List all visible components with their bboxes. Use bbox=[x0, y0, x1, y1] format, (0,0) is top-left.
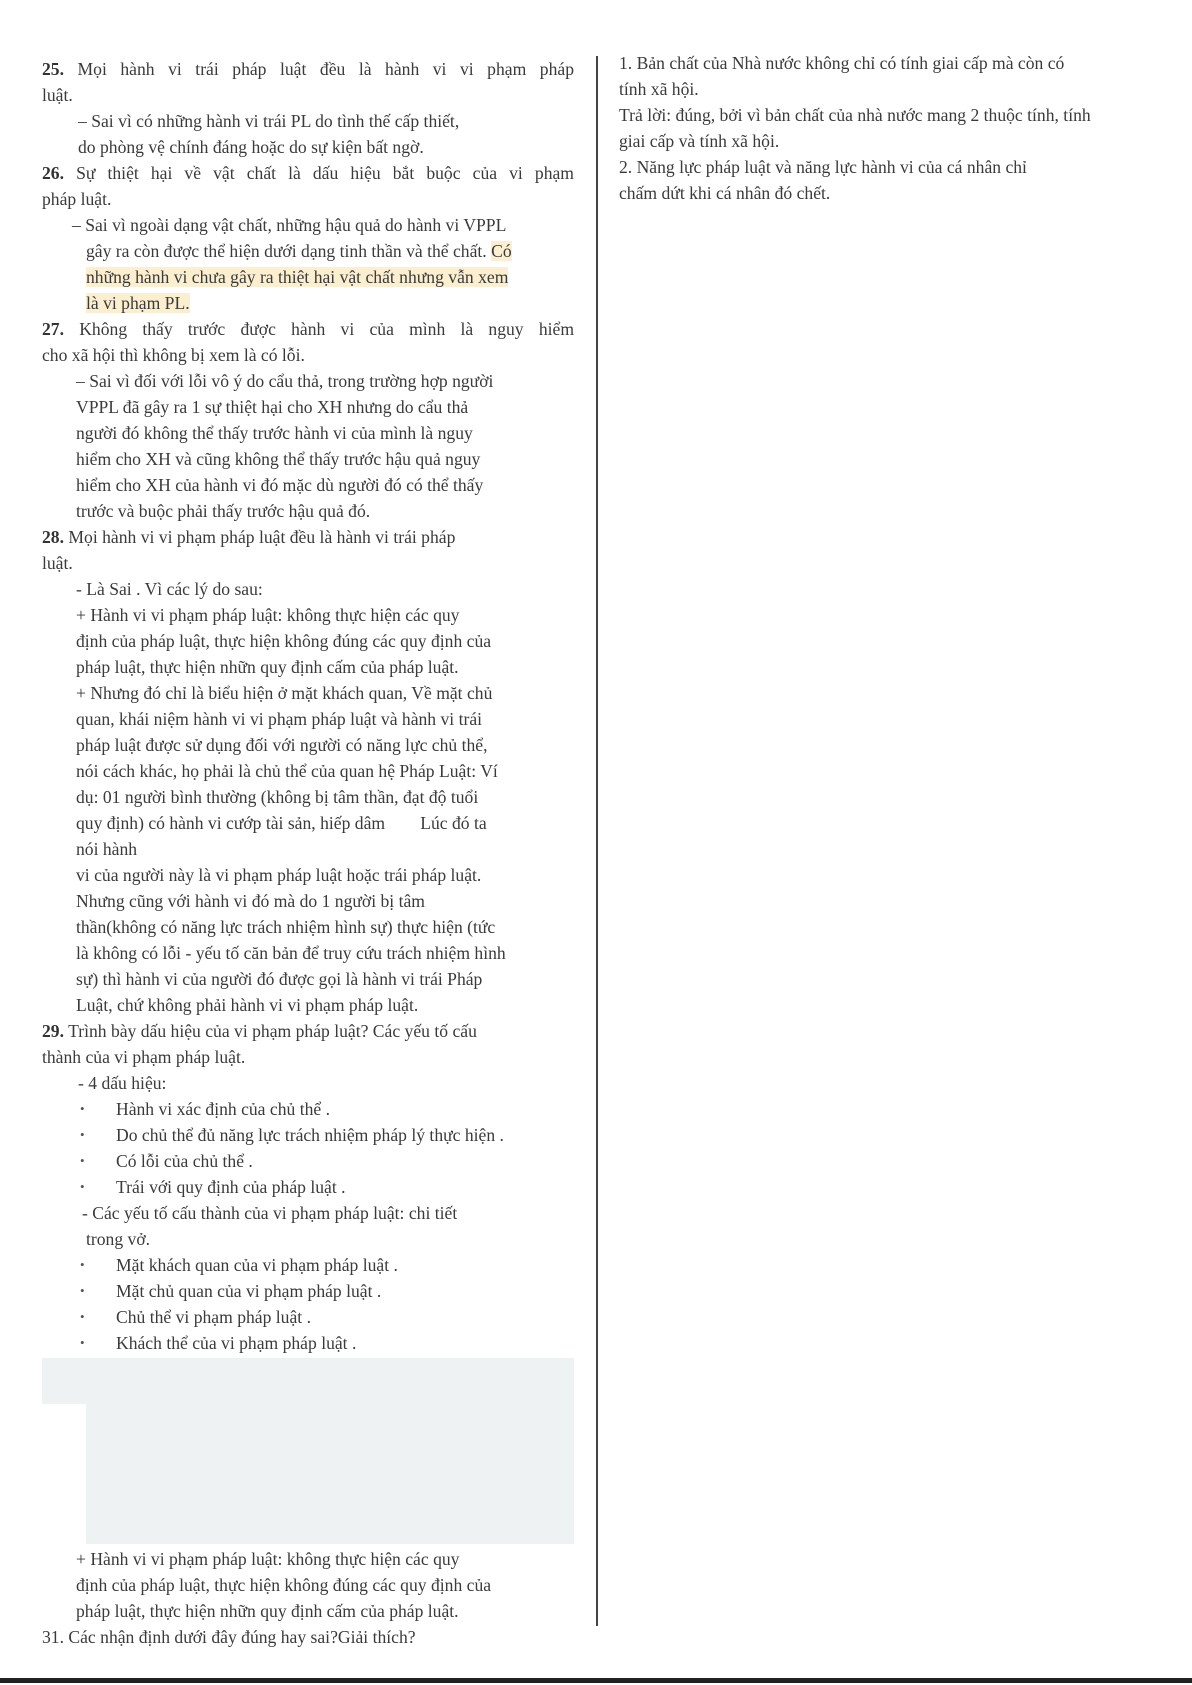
q29-element-item: • Mặt khách quan của vi phạm pháp luật . bbox=[42, 1252, 574, 1278]
q31-title: 31. Các nhận định dưới đây đúng hay sai?Giải thích? bbox=[42, 1627, 416, 1647]
q27-answer-line: trước và buộc phải thấy trước hậu quả đó. bbox=[76, 501, 371, 521]
highlighted-text: Có bbox=[491, 241, 512, 261]
q29-element-item: • Khách thể của vi phạm pháp luật . bbox=[42, 1330, 574, 1356]
q27-answer-line: VPPL đã gây ra 1 sự thiệt hại cho XH nhưng do cẩu thả bbox=[76, 397, 469, 417]
q28-answer-line: + Hành vi vi phạm pháp luật: không thực hiện các quy bbox=[76, 605, 460, 625]
q28-answer-line: Nhưng cũng với hành vi đó mà do 1 người bị tâm bbox=[76, 891, 425, 911]
q28-answer-line: Luật, chứ không phải hành vi vi phạm pháp luật. bbox=[76, 995, 419, 1015]
q28-answer-line: pháp luật được sử dụng đối với người có năng lực chủ thể, bbox=[76, 735, 488, 755]
left-column bbox=[42, 56, 574, 1356]
q29-signs-heading: - 4 dấu hiệu: bbox=[78, 1073, 167, 1093]
column-divider bbox=[596, 56, 598, 1626]
q26-answer-line2: gây ra còn được thể hiện dưới dạng tinh thần và thể chất. Có bbox=[86, 241, 512, 261]
q28-answer-line: là không có lỗi - yếu tố căn bản để truy cứu trách nhiệm hình bbox=[76, 943, 506, 963]
r-item1-line2: tính xã hội. bbox=[619, 79, 699, 99]
q28-answer-line: nói hành bbox=[76, 839, 138, 859]
q29-title-line1: 29. Trình bày dấu hiệu của vi phạm pháp luật? Các yếu tố cấu bbox=[42, 1021, 477, 1041]
q28-answer-line: - Là Sai . Vì các lý do sau: bbox=[76, 579, 263, 599]
q28-answer-line: nói cách khác, họ phải là chủ thể của quan hệ Pháp Luật: Ví bbox=[76, 761, 498, 781]
blank-shaded-region-body bbox=[86, 1404, 574, 1544]
q28-answer-line: vi của người này là vi phạm pháp luật hoặc trái pháp luật. bbox=[76, 865, 482, 885]
q28-title-line2: luật. bbox=[42, 553, 73, 573]
q27-title-line1: 27. Không thấy trước được hành vi của mình là nguy hiểm bbox=[42, 319, 574, 339]
right-column bbox=[619, 50, 1159, 206]
q28-answer-line: định của pháp luật, thực hiện không đúng các quy định của bbox=[76, 631, 492, 651]
q28-answer-line: sự) thì hành vi của người đó được gọi là hành vi trái Pháp bbox=[76, 969, 483, 989]
q26-title-line2: pháp luật. bbox=[42, 189, 112, 209]
q29-sign-item: • Hành vi xác định của chủ thể . bbox=[42, 1096, 574, 1122]
q29-elements-heading-line1: - Các yếu tố cấu thành của vi phạm pháp luật: chi tiết bbox=[82, 1203, 458, 1223]
q25-title-line1: 25. Mọi hành vi trái pháp luật đều là hành vi vi phạm pháp bbox=[42, 59, 574, 79]
q29-sign-item: • Trái với quy định của pháp luật . bbox=[42, 1174, 574, 1200]
r-item2-line1: 2. Năng lực pháp luật và năng lực hành vi của cá nhân chỉ bbox=[619, 157, 1027, 177]
q29-element-item: • Mặt chủ quan của vi phạm pháp luật . bbox=[42, 1278, 574, 1304]
q25-answer-line2: do phòng vệ chính đáng hoặc do sự kiện bất ngờ. bbox=[78, 137, 424, 157]
q25-title-line2: luật. bbox=[42, 85, 73, 105]
q26-answer-line3 bbox=[42, 264, 574, 290]
r-answer1-line2: giai cấp và tính xã hội. bbox=[619, 131, 780, 151]
q27-answer-line: hiểm cho XH và cũng không thể thấy trước hậu quả nguy bbox=[76, 449, 481, 469]
q27-title-line2: cho xã hội thì không bị xem là có lỗi. bbox=[42, 345, 305, 365]
tail-line: định của pháp luật, thực hiện không đúng các quy định của bbox=[76, 1575, 492, 1595]
q29-sign-item: • Có lỗi của chủ thể . bbox=[42, 1148, 574, 1174]
q26-title-line1: 26. Sự thiệt hại về vật chất là dấu hiệu bắt buộc của vi phạm bbox=[42, 163, 574, 183]
q28-answer-line: quan, khái niệm hành vi vi phạm pháp luật và hành vi trái bbox=[76, 709, 483, 729]
page-bottom-rule bbox=[0, 1678, 1192, 1683]
blank-shaded-region bbox=[42, 1358, 574, 1544]
q28-answer-line: pháp luật, thực hiện nhữn quy định cấm của pháp luật. bbox=[76, 657, 459, 677]
tail-line: pháp luật, thực hiện nhữn quy định cấm của pháp luật. bbox=[76, 1601, 459, 1621]
q28-answer-line: + Nhưng đó chỉ là biểu hiện ở mặt khách quan, Về mặt chủ bbox=[76, 683, 493, 703]
q28-answer-line: dụ: 01 người bình thường (không bị tâm thần, đạt độ tuổi bbox=[76, 787, 479, 807]
q25-answer-line1: – Sai vì có những hành vi trái PL do tình thế cấp thiết, bbox=[78, 111, 460, 131]
q26-answer-line1: – Sai vì ngoài dạng vật chất, những hậu quả do hành vi VPPL bbox=[72, 215, 507, 235]
q26-answer-line4 bbox=[42, 290, 574, 316]
tail-section bbox=[42, 1546, 574, 1650]
q29-elements-heading-line2: trong vở. bbox=[86, 1229, 151, 1249]
q27-answer-line: – Sai vì đối với lỗi vô ý do cẩu thả, trong trường hợp người bbox=[76, 371, 494, 391]
q29-element-item: • Chủ thể vi phạm pháp luật . bbox=[42, 1304, 574, 1330]
q27-answer-line: hiểm cho XH của hành vi đó mặc dù người đó có thể thấy bbox=[76, 475, 484, 495]
tail-line: + Hành vi vi phạm pháp luật: không thực hiện các quy bbox=[76, 1549, 460, 1569]
blank-shaded-region-top bbox=[42, 1358, 574, 1404]
q28-answer-line: thần(không có năng lực trách nhiệm hình sự) thực hiện (tức bbox=[76, 917, 496, 937]
q27-answer-line: người đó không thể thấy trước hành vi của mình là nguy bbox=[76, 423, 473, 443]
q28-answer-line: quy định) có hành vi cướp tài sản, hiếp dâm Lúc đó ta bbox=[76, 813, 487, 833]
q29-title-line2: thành của vi phạm pháp luật. bbox=[42, 1047, 246, 1067]
r-answer1-line1: Trả lời: đúng, bởi vì bản chất của nhà nước mang 2 thuộc tính, tính bbox=[619, 105, 1091, 125]
highlighted-text: những hành vi chưa gây ra thiệt hại vật chất nhưng vẫn xem bbox=[86, 267, 509, 287]
q29-sign-item: • Do chủ thể đủ năng lực trách nhiệm pháp lý thực hiện . bbox=[42, 1122, 574, 1148]
highlighted-text: là vi phạm PL. bbox=[86, 293, 190, 313]
r-item1-line1: 1. Bản chất của Nhà nước không chỉ có tính giai cấp mà còn có bbox=[619, 53, 1065, 73]
r-item2-line2: chấm dứt khi cá nhân đó chết. bbox=[619, 183, 831, 203]
q28-title-line1: 28. Mọi hành vi vi phạm pháp luật đều là hành vi trái pháp bbox=[42, 527, 456, 547]
